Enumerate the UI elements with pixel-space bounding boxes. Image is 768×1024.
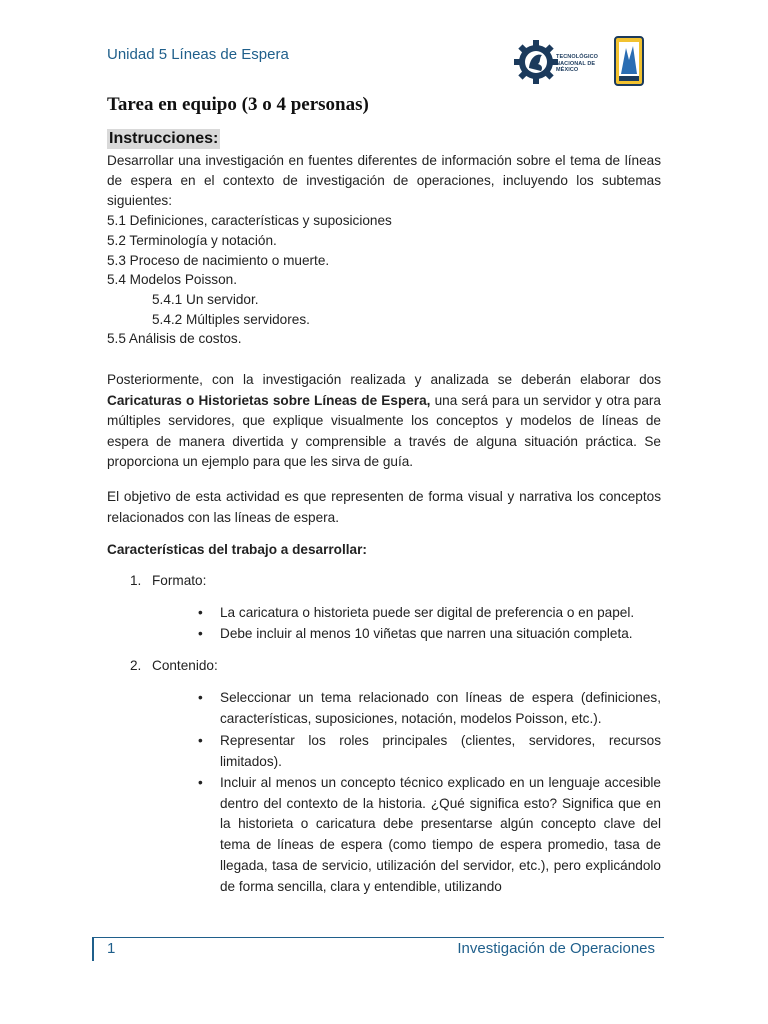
- objective-paragraph: El objetivo de esta actividad es que representen de forma visual y narrativa los conceptos relacionados con las líneas de espera.: [107, 489, 661, 525]
- course-name: Investigación de Operaciones: [457, 940, 655, 957]
- list-label: Formato:: [152, 573, 207, 588]
- subtopic-item: 5.5 Análisis de costos.: [107, 331, 242, 346]
- bullet-item: Seleccionar un tema relacionado con líneas de espera (definiciones, características, suposiciones, notación, modelos Poisson, etc.).: [220, 690, 661, 726]
- list-label: Contenido:: [152, 658, 218, 673]
- assignment-paragraph-suffix: una será para un servidor y otra para múltiples servidores, que explique visualmente los conceptos y modelos de líneas de espera de manera divertida y comprensible a través de alguna situación práctica. Se proporciona un ejemplo para que les sirva de guía.: [107, 392, 661, 470]
- bullet-icon: •: [198, 605, 203, 620]
- bullet-item: Debe incluir al menos 10 viñetas que narren una situación completa.: [220, 626, 633, 641]
- institute-shield-logo-icon: [614, 36, 644, 86]
- list-number: 2.: [130, 658, 142, 673]
- instructions-heading: Instrucciones:: [109, 130, 219, 147]
- institution-logos: [512, 36, 647, 88]
- tecnm-gear-logo-icon: [512, 38, 560, 86]
- tecnm-logo-text: TECNOLÓGICO NACIONAL DE MÉXICO: [556, 54, 599, 73]
- bullet-item: La caricatura o historieta puede ser digital de preferencia o en papel.: [220, 605, 635, 620]
- bullet-item: Representar los roles principales (clientes, servidores, recursos limitados).: [220, 733, 661, 769]
- unit-title: Unidad 5 Líneas de Espera: [107, 46, 289, 63]
- bullet-icon: •: [198, 626, 203, 641]
- subtopic-item: 5.3 Proceso de nacimiento o muerte.: [107, 253, 330, 268]
- bullet-icon: •: [198, 733, 203, 748]
- footer-divider-vertical: [92, 937, 94, 961]
- bullet-icon: •: [198, 690, 203, 705]
- subtopic-subitem: 5.4.2 Múltiples servidores.: [152, 312, 310, 327]
- subtopic-item: 5.1 Definiciones, características y suposiciones: [107, 213, 392, 228]
- assignment-paragraph: [107, 370, 661, 473]
- document-title: Tarea en equipo (3 o 4 personas): [107, 94, 369, 115]
- assignment-paragraph-bold: Caricaturas o Historietas sobre Líneas de Espera,: [107, 392, 431, 408]
- instructions-intro: Desarrollar una investigación en fuentes diferentes de información sobre el tema de líneas de espera en el contexto de investigación de operaciones, incluyendo los subtemas siguientes:: [107, 153, 661, 208]
- subtopic-item: 5.2 Terminología y notación.: [107, 233, 277, 248]
- assignment-paragraph-prefix: Posteriormente, con la investigación realizada y analizada se deberán elaborar dos: [107, 372, 661, 387]
- footer-divider: [92, 937, 664, 938]
- bullet-item: Incluir al menos un concepto técnico explicado en un lenguaje accesible dentro del contexto de la historia. ¿Qué significa esto? Significa que en la historieta o caricatura debe presentarse algún concepto clave del tema de líneas de espera (como tiempo de espera promedio, tasa de llegada, tasa de servicio, utilización del servidor, etc.), pero explicándolo de forma sencilla, clara y entendible, utilizando: [220, 775, 661, 894]
- list-number: 1.: [130, 573, 142, 588]
- subtopic-subitem: 5.4.1 Un servidor.: [152, 292, 259, 307]
- bullet-icon: •: [198, 775, 203, 790]
- subtopic-item: 5.4 Modelos Poisson.: [107, 272, 237, 287]
- characteristics-heading: Características del trabajo a desarrollar:: [107, 542, 367, 557]
- page-number: 1: [107, 940, 116, 957]
